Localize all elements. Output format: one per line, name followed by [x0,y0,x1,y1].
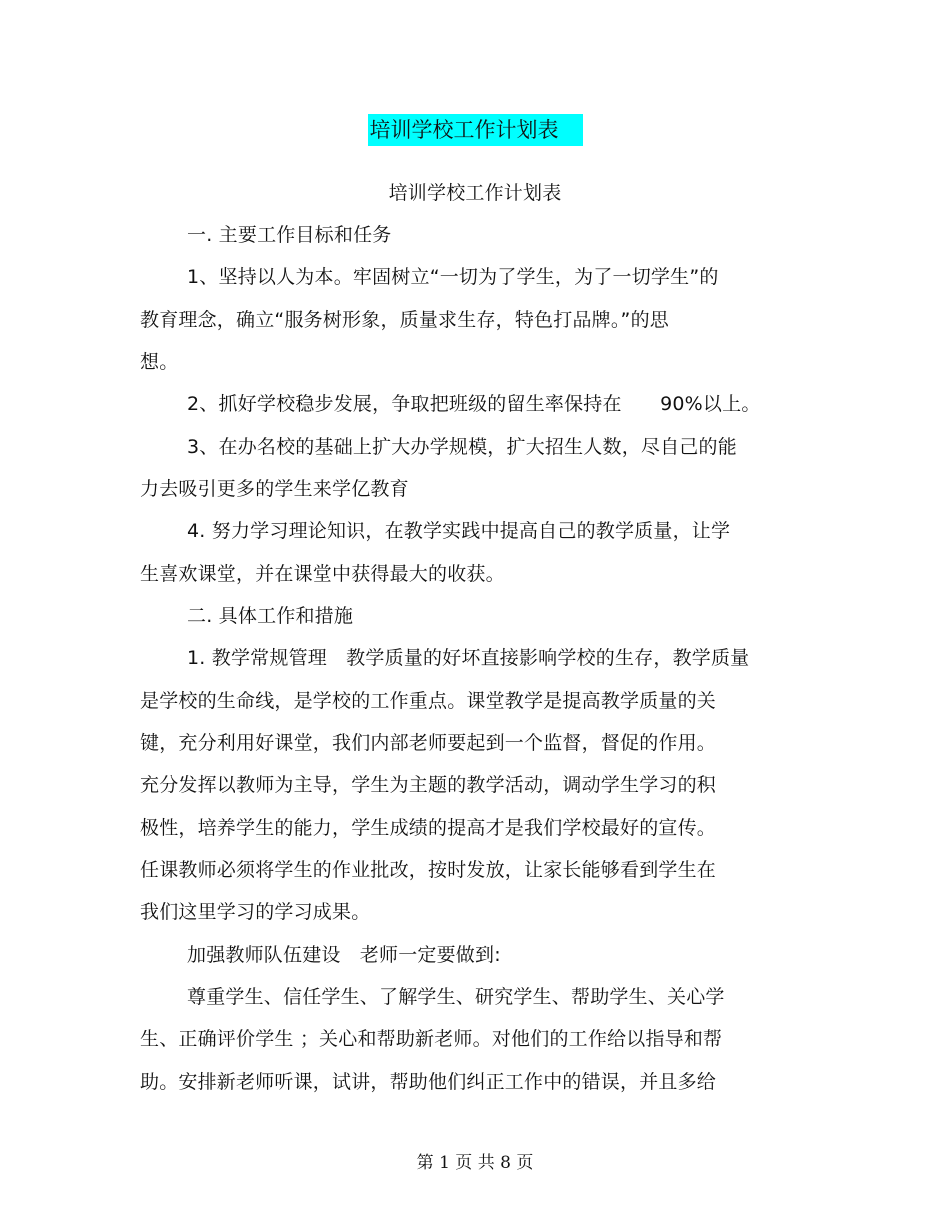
paragraph-line: 力去吸引更多的学生来学亿教育 [140,478,409,500]
paragraph-line: 尊重学生、信任学生、了解学生、研究学生、帮助学生、关心学 [187,986,725,1008]
paragraph-line: 教育理念，确立“服务树形象，质量求生存，特色打品牌。”的思 [140,309,669,331]
paragraph-line: 生喜欢课堂，并在课堂中获得最大的收获。 [140,563,505,585]
paragraph-line: 1、坚持以人为本。牢固树立“一切为了学生，为了一切学生”的 [187,266,719,288]
page-footer: 第 1 页 共 8 页 [416,1153,534,1173]
section-heading-1: 一. 主要工作目标和任务 [187,224,392,246]
paragraph-line: 任课教师必须将学生的作业批改，按时发放，让家长能够看到学生在 [140,859,717,881]
paragraph-line: 极性，培养学生的能力，学生成绩的提高才是我们学校最好的宣传。 [140,817,717,839]
paragraph-line: 2、抓好学校稳步发展，争取把班级的留生率保持在 90%以上。 [187,393,761,415]
paragraph-line: 生、正确评价学生 ；关心和帮助新老师。对他们的工作给以指导和帮 [140,1028,723,1050]
paragraph-line: 助。安排新老师听课，试讲，帮助他们纠正工作中的错误，并且多给 [140,1071,717,1093]
title-wrapper [0,114,950,146]
paragraph-line: 键，充分利用好课堂，我们内部老师要起到一个监督，督促的作用。 [140,732,717,754]
paragraph-line: 加强教师队伍建设 老师一定要做到: [187,944,501,966]
paragraph-line: 是学校的生命线，是学校的工作重点。课堂教学是提高教学质量的关 [140,690,717,712]
paragraph-line: 1. 教学常规管理 教学质量的好坏直接影响学校的生存，教学质量 [187,647,750,669]
section-heading-2: 二. 具体工作和措施 [187,605,354,627]
document-subtitle: 培训学校工作计划表 [388,182,562,204]
paragraph-line: 4. 努力学习理论知识，在教学实践中提高自己的教学质量，让学 [187,520,731,542]
paragraph-line: 我们这里学习的学习成果。 [140,901,371,923]
paragraph-line: 充分发挥以教师为主导，学生为主题的教学活动，调动学生学习的积 [140,774,717,796]
paragraph-line: 3、在办名校的基础上扩大办学规模，扩大招生人数，尽自己的能 [187,436,737,458]
paragraph-line: 想。 [140,351,179,373]
document-title: 培训学校工作计划表 [368,114,583,146]
